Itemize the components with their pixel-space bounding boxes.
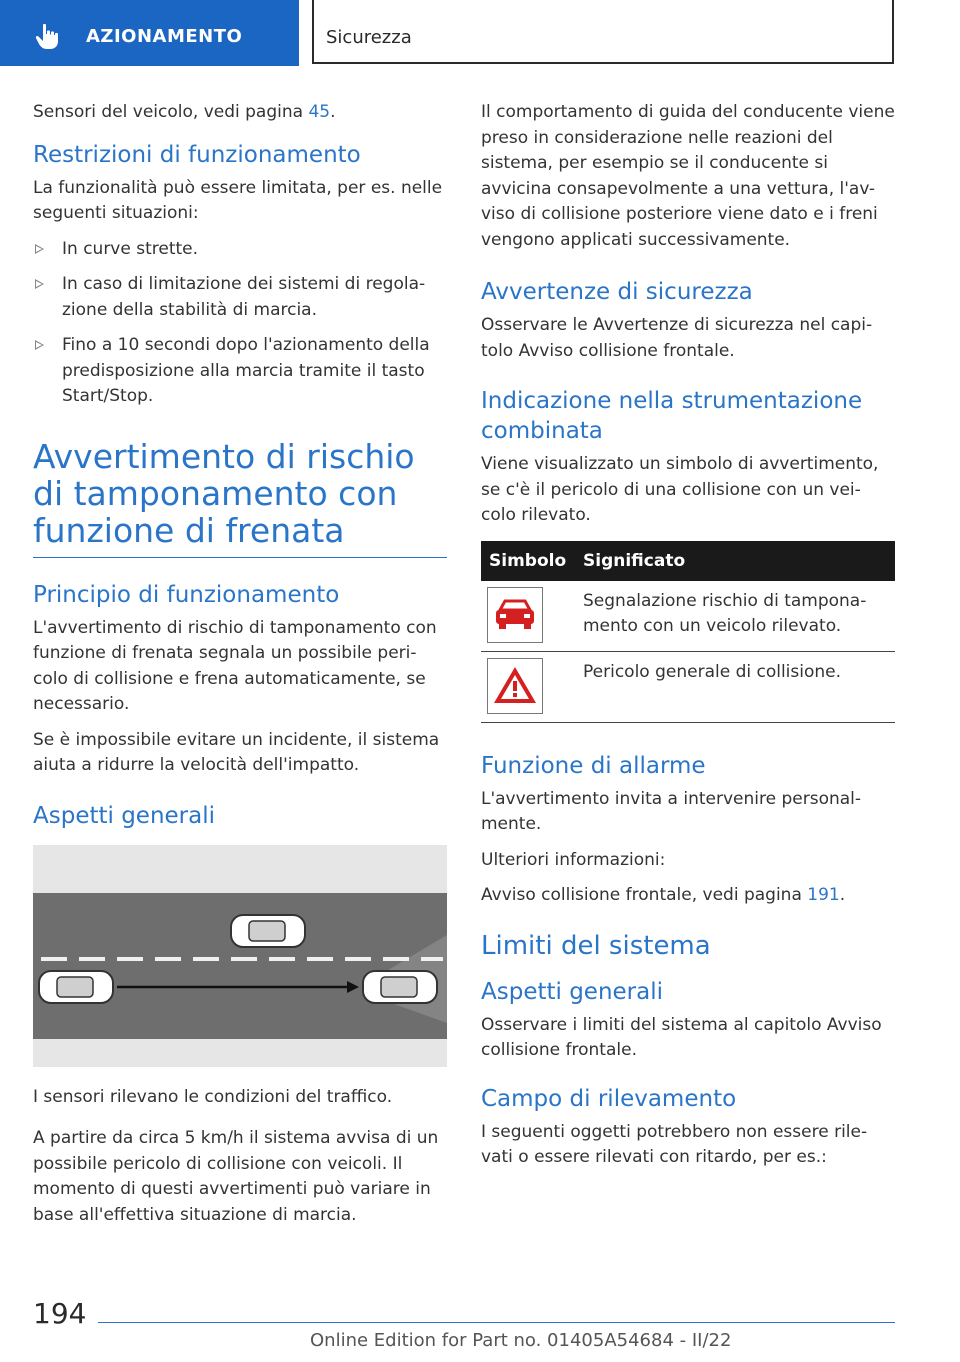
- front-collision-reference: [481, 883, 895, 909]
- table-row: [481, 651, 895, 722]
- page-link-45[interactable]: 45: [308, 102, 331, 122]
- list-item: [33, 237, 447, 263]
- page-number: 194: [33, 1297, 87, 1330]
- edition-label: Online Edition for Part no. 01405A54684 - II/22: [310, 1330, 732, 1351]
- system-limits-heading: Limiti del sistema: [481, 930, 711, 961]
- column-header-symbol: Simbolo: [481, 541, 575, 581]
- intro-paragraph: [33, 100, 447, 126]
- left-column: [33, 100, 447, 1238]
- meaning-cell: Pericolo generale di collisione.: [575, 651, 895, 722]
- general-aspects-heading-right: Aspetti generali: [481, 978, 664, 1005]
- principle-paragraph-1: L'avvertimento di rischio di tamponamento con funzione di frenata segnala un possibile peri- colo di collisione e frena automaticamente, se necessario.: [33, 617, 437, 714]
- main-title-block: [33, 438, 447, 558]
- detection-range-heading: Campo di rilevamento: [481, 1085, 737, 1112]
- general-aspects-text: Osservare i limiti del sistema al capitolo Avviso collisione frontale.: [481, 1014, 882, 1060]
- intro-end: .: [330, 102, 336, 122]
- after-image-paragraph-1: I sensori rilevano le condizioni del traffico.: [33, 1086, 393, 1107]
- collision-warning-illustration: [33, 845, 447, 1067]
- reference-end: .: [839, 885, 846, 905]
- hand-pointer-icon: [34, 22, 62, 50]
- safety-notes-text: Osservare le Avvertenze di sicurezza nel capi- tolo Avviso collisione frontale.: [481, 315, 873, 361]
- restrictions-heading: Restrizioni di funzionamento: [33, 141, 361, 168]
- symbol-table: [481, 541, 895, 723]
- list-item-text: In caso di limitazione dei sistemi di regola- zione della stabilità di marcia.: [62, 274, 426, 320]
- principle-heading: Principio di funzionamento: [33, 581, 340, 608]
- red-car-icon: [487, 587, 543, 643]
- list-item: [33, 333, 447, 410]
- list-item-text: Fino a 10 secondi dopo l'azionamento della predisposizione alla marcia tramite il tasto Start/Stop.: [62, 335, 430, 406]
- list-item-text: In curve strette.: [62, 238, 199, 259]
- instrument-cluster-text: Viene visualizzato un simbolo di avvertimento, se c'è il pericolo di una collisione con un vei- colo rilevato.: [481, 454, 879, 525]
- section-header: [312, 0, 894, 64]
- driver-behavior-paragraph: Il comportamento di guida del conducente viene preso in considerazione nelle reazioni del sistema, per esempio se il conducente si avvicina consapevolmente a una vettura, l'av- viso di collisione posteriore viene dato e i freni vengono applicati successivamente.: [481, 102, 895, 250]
- triangle-bullet-icon: [35, 244, 44, 254]
- after-image-paragraph-2: A partire da circa 5 km/h il sistema avvisa di un possibile pericolo di collisione con veicoli. Il momento di questi avvertimenti può variare in base all'effettiva situazione di marcia.: [33, 1128, 439, 1225]
- reference-text: Avviso collisione frontale, vedi pagina: [481, 885, 808, 905]
- restrictions-text: La funzionalità può essere limitata, per es. nelle seguenti situazioni:: [33, 177, 443, 223]
- detection-range-text: I seguenti oggetti potrebbero non essere rile- vati o essere rilevati con ritardo, per es.:: [481, 1121, 868, 1167]
- further-info-label: Ulteriori informazioni:: [481, 849, 666, 870]
- page-link-191[interactable]: 191: [807, 885, 840, 905]
- right-column: [481, 100, 895, 1181]
- car-icon: [39, 971, 113, 1003]
- chapter-tab: [0, 0, 299, 66]
- triangle-bullet-icon: [35, 340, 44, 350]
- restrictions-list: [33, 237, 447, 410]
- meaning-cell: Segnalazione rischio di tampona- mento con un veicolo rilevato.: [575, 581, 895, 652]
- triangle-bullet-icon: [35, 279, 44, 289]
- list-item: [33, 272, 447, 323]
- intro-text: Sensori del veicolo, vedi pagina: [33, 102, 309, 122]
- warning-triangle-icon: [487, 658, 543, 714]
- principle-paragraph-2: Se è impossibile evitare un incidente, il sistema aiuta a ridurre la velocità dell'impatto.: [33, 729, 440, 775]
- general-aspects-heading: Aspetti generali: [33, 802, 216, 829]
- table-row: [481, 581, 895, 652]
- alarm-function-heading: Funzione di allarme: [481, 752, 706, 779]
- car-icon: [363, 971, 437, 1003]
- car-icon: [231, 915, 305, 947]
- instrument-cluster-heading: Indicazione nella strumentazione combinata: [481, 388, 863, 444]
- safety-notes-heading: Avvertenze di sicurezza: [481, 279, 753, 305]
- chapter-label: AZIONAMENTO: [86, 26, 243, 47]
- table-header-row: [481, 541, 895, 581]
- symbol-cell: [481, 651, 575, 722]
- alarm-function-text: L'avvertimento invita a intervenire personal- mente.: [481, 788, 862, 834]
- footer-divider: [98, 1322, 895, 1323]
- main-title: Avvertimento di rischio di tamponamento con funzione di frenata: [33, 436, 415, 550]
- section-label: Sicurezza: [326, 27, 412, 48]
- symbol-cell: [481, 581, 575, 652]
- column-header-meaning: Significato: [575, 541, 895, 581]
